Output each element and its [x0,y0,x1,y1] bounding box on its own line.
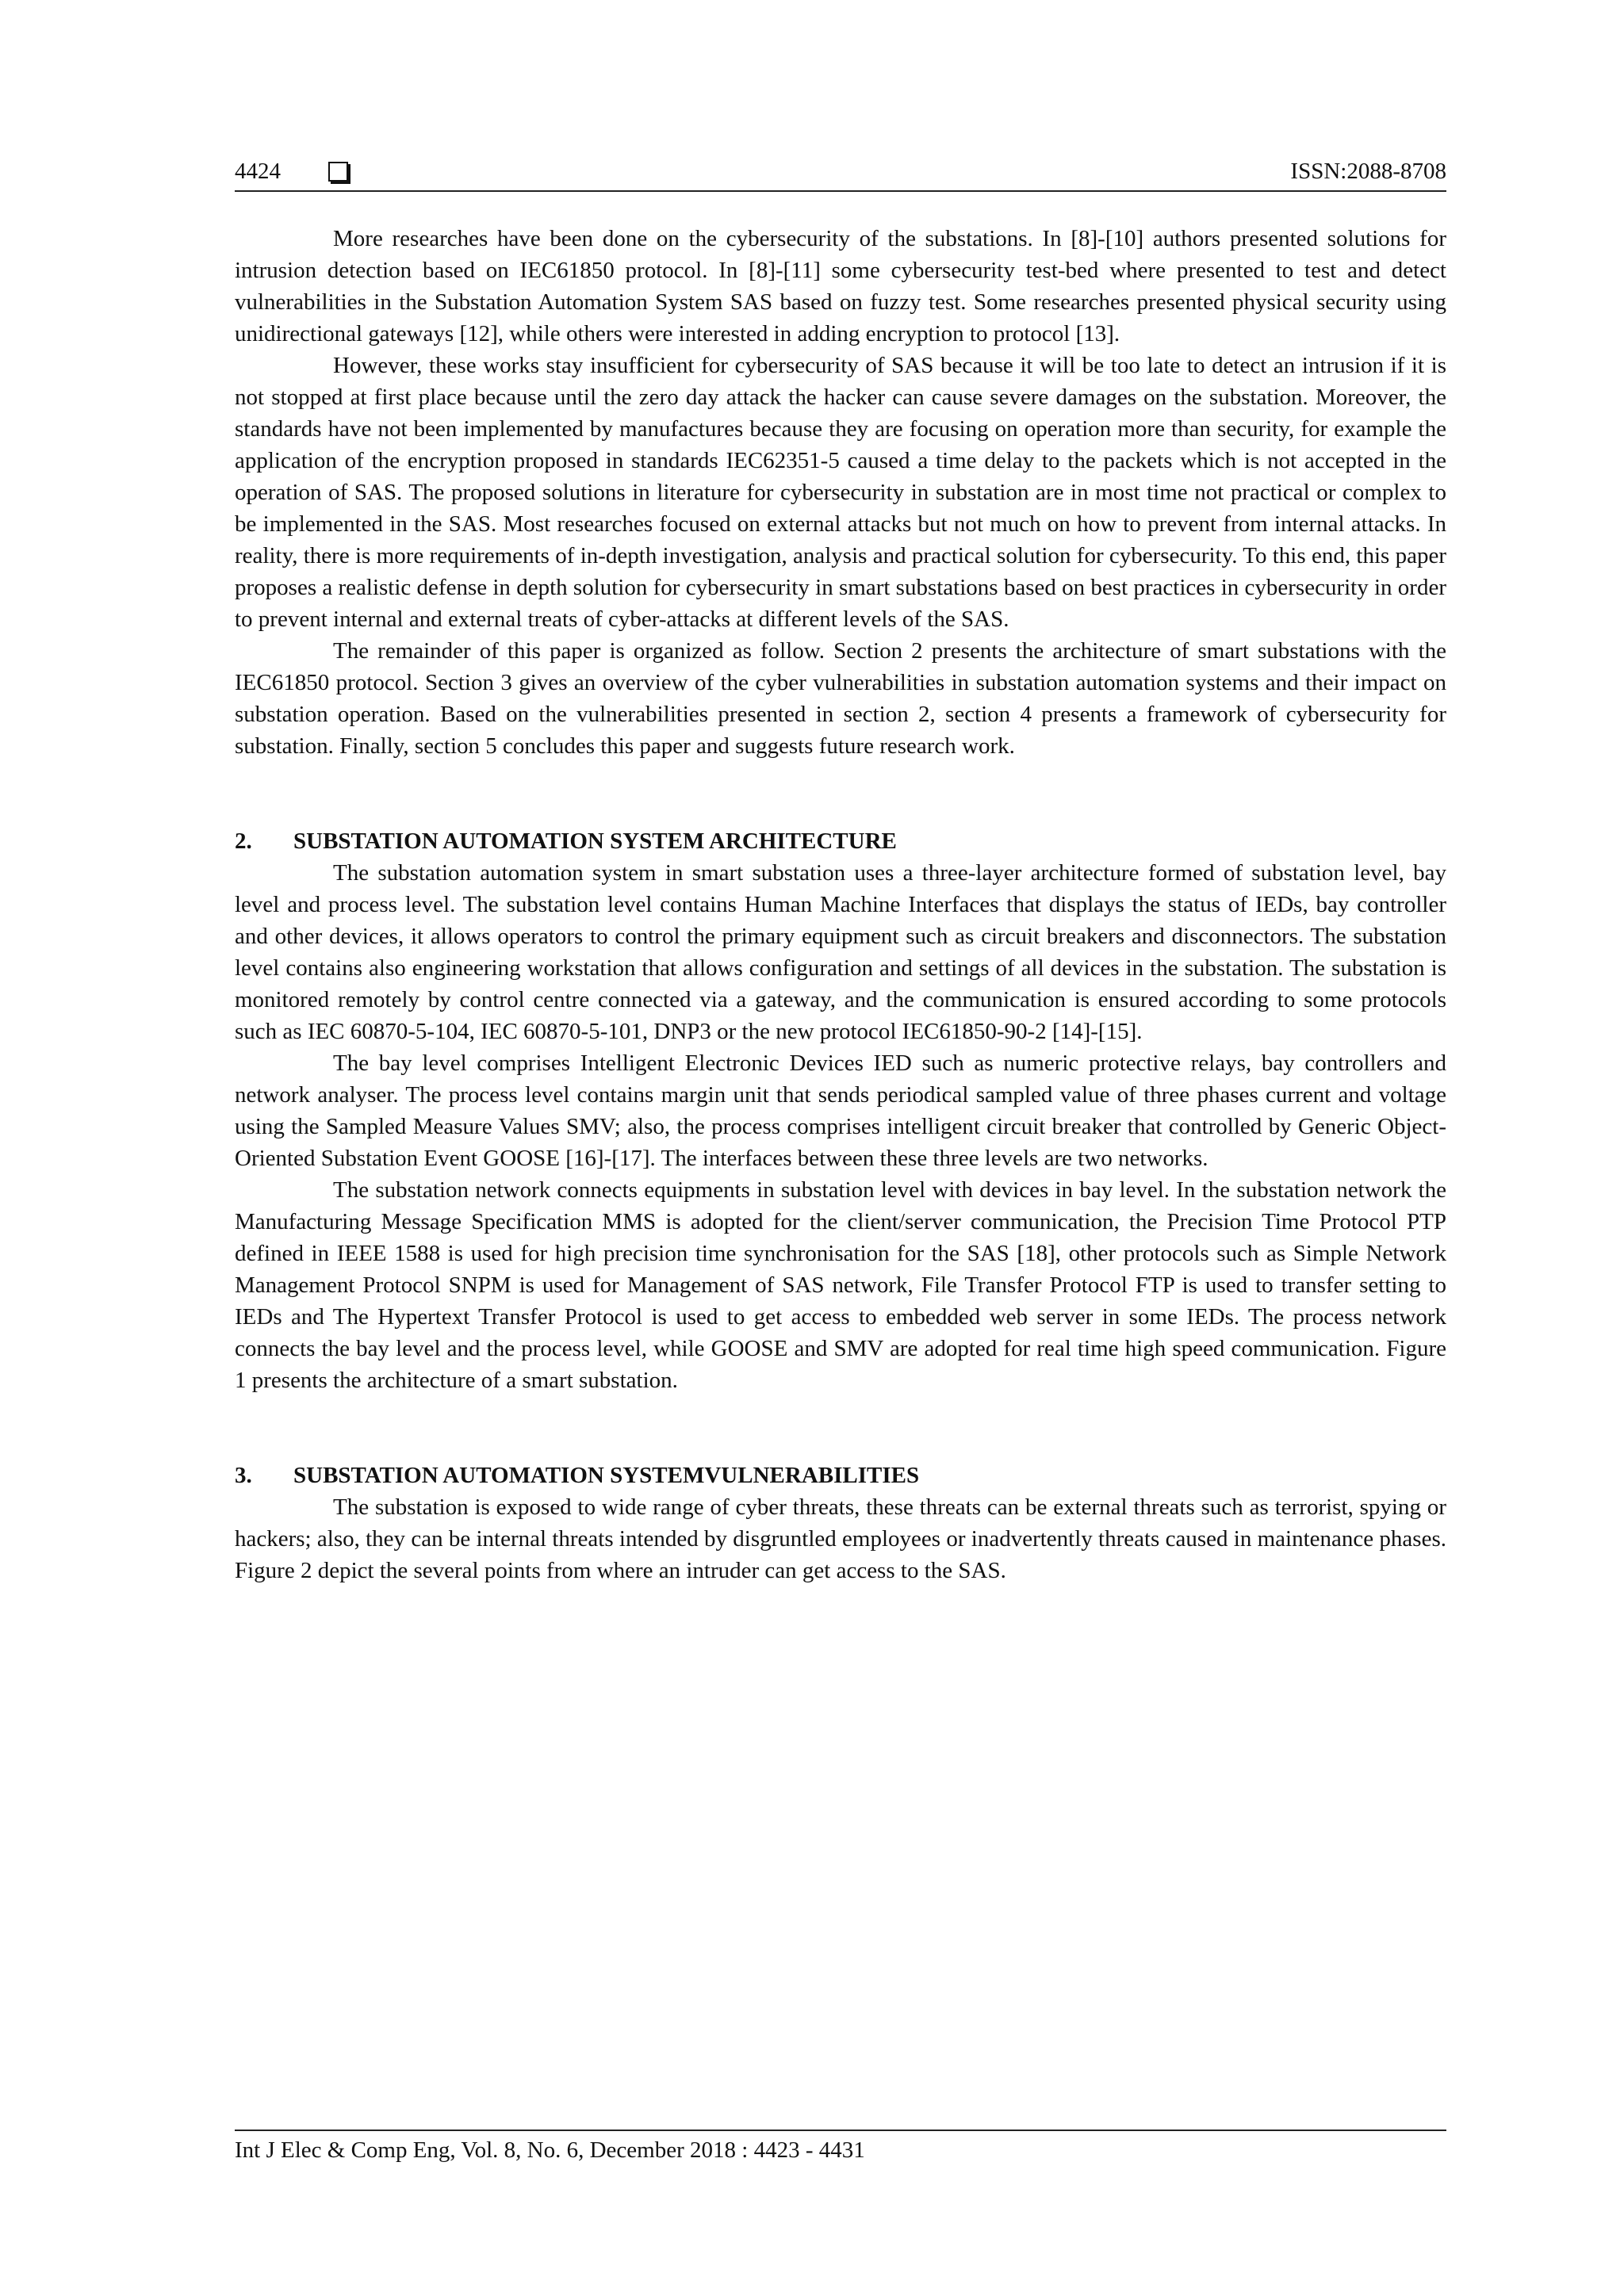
section-number: 2. [235,828,252,854]
journal-citation: Int J Elec & Comp Eng, Vol. 8, No. 6, December 2018 : 4423 - 4431 [235,2137,865,2163]
journal-issn: ISSN:2088-8708 [1290,159,1446,184]
page-header [235,155,1446,192]
intro-paragraph: More researches have been done on the cybersecurity of the substations. In [8]-[10] authors presented solutions for intrusion detection based on IEC61850 protocol. In [8]-[11] some cybersecurity test-bed where presented to test and detect vulnerabilities in the Substation Automation System SAS based on fuzzy test. Some researches presented physical security using unidirectional gateways [12], while others were interested in adding encryption to protocol [13]. [235,226,1446,346]
section-heading [235,825,1446,857]
page-number: 4424 [235,159,281,184]
section-spacer [235,762,1446,825]
body-paragraph: The substation network connects equipments in substation level with devices in bay level. In the substation network the Manufacturing Message Specification MMS is adopted for the client/server communication, the Precision Time Protocol PTP defined in IEEE 1588 is used for high precision time synchronisation for the SAS [18], other protocols such as Simple Network Management Protocol SNPM is used for Management of SAS network, File Transfer Protocol FTP is used to transfer setting to IEDs and The Hypertext Transfer Protocol is used to get access to embedded web server in some IEDs. The process network connects the bay level and the process level, while GOOSE and SMV are adopted for real time high speed communication. Figure 1 presents the architecture of a smart substation. [235,1177,1446,1393]
section-title: SUBSTATION AUTOMATION SYSTEM ARCHITECTURE [293,828,897,854]
checkbox-square-icon [328,162,348,182]
section-spacer [235,1396,1446,1460]
page-footer [235,2130,1446,2166]
section-number: 3. [235,1463,252,1488]
body-paragraph: The bay level comprises Intelligent Electronic Devices IED such as numeric protective relays, bay controllers and network analyser. The process level contains margin unit that sends periodical sampled value of three phases current and voltage using the Sampled Measure Values SMV; also, the process comprises intelligent circuit breaker that controlled by Generic Object-Oriented Substation Event GOOSE [16]-[17]. The interfaces between these three levels are two networks. [235,1050,1446,1171]
body-paragraph: The substation automation system in smart substation uses a three-layer architecture formed of substation level, bay level and process level. The substation level contains Human Machine Interfaces that displays the status of IEDs, bay controller and other devices, it allows operators to control the primary equipment such as circuit breakers and disconnectors. The substation level contains also engineering workstation that allows configuration and settings of all devices in the substation. The substation is monitored remotely by control centre connected via a gateway, and the communication is ensured according to some protocols such as IEC 60870-5-104, IEC 60870-5-101, DNP3 or the new protocol IEC61850-90-2 [14]-[15]. [235,860,1446,1044]
intro-paragraph: However, these works stay insufficient for cybersecurity of SAS because it will be too late to detect an intrusion if it is not stopped at first place because until the zero day attack the hacker can cause severe damages on the substation. Moreover, the standards have not been implemented by manufactures because they are focusing on operation more than security, for example the application of the encryption proposed in standards IEC62351-5 caused a time delay to the packets which is not accepted in the operation of SAS. The proposed solutions in literature for cybersecurity in substation are in most time not practical or complex to be implemented in the SAS. Most researches focused on external attacks but not much on how to prevent from internal attacks. In reality, there is more requirements of in-depth investigation, analysis and practical solution for cybersecurity. To this end, this paper proposes a realistic defense in depth solution for cybersecurity in smart substations based on best practices in cybersecurity in order to prevent internal and external treats of cyber-attacks at different levels of the SAS. [235,353,1446,632]
section-heading [235,1460,1446,1491]
body-paragraph: The substation is exposed to wide range of cyber threats, these threats can be external threats such as terrorist, spying or hackers; also, they can be internal threats intended by disgruntled employees or inadvertently threats caused in maintenance phases. Figure 2 depict the several points from where an intruder can get access to the SAS. [235,1494,1446,1583]
article-body [235,223,1446,1586]
intro-paragraph: The remainder of this paper is organized as follow. Section 2 presents the architecture of smart substations with the IEC61850 protocol. Section 3 gives an overview of the cyber vulnerabilities in substation automation systems and their impact on substation operation. Based on the vulnerabilities presented in section 2, section 4 presents a framework of cybersecurity for substation. Finally, section 5 concludes this paper and suggests future research work. [235,638,1446,759]
section-title: SUBSTATION AUTOMATION SYSTEMVULNERABILITIES [293,1463,920,1488]
